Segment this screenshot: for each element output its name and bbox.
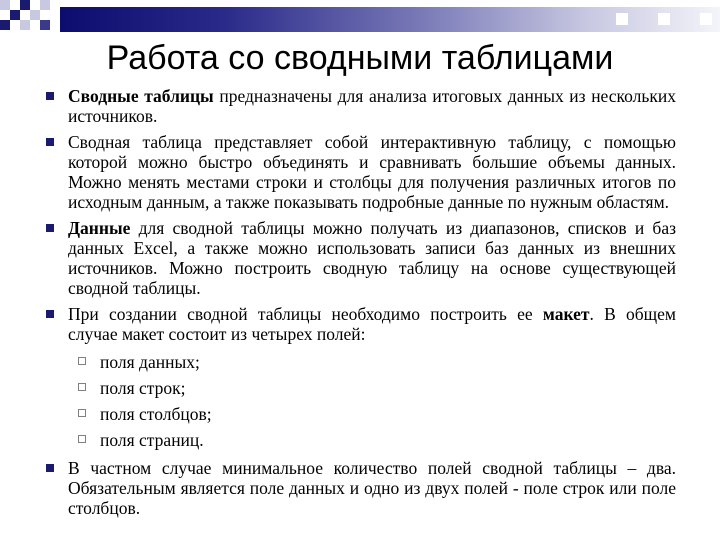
checker-square bbox=[20, 0, 30, 10]
bold-term: Сводные таблицы bbox=[68, 86, 214, 106]
sub-item-text: поля строк; bbox=[100, 378, 186, 398]
list-item bbox=[46, 132, 676, 212]
sub-list-item bbox=[46, 430, 676, 450]
list-item bbox=[46, 304, 676, 344]
checker-square bbox=[0, 20, 10, 30]
square-bullet-icon bbox=[46, 464, 54, 472]
sub-list-item bbox=[46, 352, 676, 372]
checker-square bbox=[10, 10, 20, 20]
title-gradient-bar bbox=[60, 7, 720, 32]
sub-item-text: поля данных; bbox=[100, 352, 200, 372]
hollow-square-bullet-icon bbox=[78, 357, 86, 365]
header-decoration bbox=[0, 0, 720, 34]
sub-list bbox=[46, 352, 676, 450]
item-text: В частном случае минимальное количество полей сводной таблицы – два. Обязательным является поле данных и одно из двух полей - поле строк или поле столбцов. bbox=[68, 458, 676, 518]
hollow-square-bullet-icon bbox=[78, 383, 86, 391]
list-item bbox=[46, 86, 676, 126]
checker-square bbox=[40, 0, 50, 10]
list-item bbox=[46, 218, 676, 298]
slide-content bbox=[46, 86, 676, 524]
bar-square bbox=[616, 13, 628, 25]
item-text: Сводная таблица представляет собой интерактивную таблицу, с помощью которой можно быстро объединять и сравнивать большие объемы данных. Можно менять местами строки и столбцы для получения различных итогов по исходным данным, а также показывать подробные данные по нужным областям. bbox=[68, 132, 676, 212]
checker-square bbox=[40, 20, 50, 30]
item-text: . В общем случае макет состоит из четырех полей: bbox=[68, 304, 676, 344]
square-bullet-icon bbox=[46, 224, 54, 232]
item-text: для сводной таблицы можно получать из диапазонов, списков и баз данных Excel, а также можно использовать записи баз данных из внешних источников. Можно построить сводную таблицу на основе существующей сводной таблицы. bbox=[68, 218, 676, 298]
square-bullet-icon bbox=[46, 310, 54, 318]
checker-square bbox=[20, 20, 30, 30]
hollow-square-bullet-icon bbox=[78, 409, 86, 417]
hollow-square-bullet-icon bbox=[78, 435, 86, 443]
sub-item-text: поля столбцов; bbox=[100, 404, 212, 424]
square-bullet-icon bbox=[46, 138, 54, 146]
bold-term: макет bbox=[542, 304, 590, 324]
square-bullet-icon bbox=[46, 92, 54, 100]
bar-square bbox=[700, 13, 712, 25]
sub-list-item bbox=[46, 404, 676, 424]
list-item bbox=[46, 458, 676, 518]
bold-term: Данные bbox=[68, 218, 131, 238]
sub-item-text: поля страниц. bbox=[100, 430, 204, 450]
item-text: При создании сводной таблицы необходимо построить ее bbox=[68, 304, 543, 324]
item-text: предназначены для анализа итоговых данных из нескольких источников. bbox=[68, 86, 676, 126]
checker-square bbox=[30, 10, 40, 20]
slide-title: Работа со сводными таблицами bbox=[106, 39, 614, 77]
sub-list-item bbox=[46, 378, 676, 398]
bar-square bbox=[658, 13, 670, 25]
checker-square bbox=[0, 0, 10, 10]
